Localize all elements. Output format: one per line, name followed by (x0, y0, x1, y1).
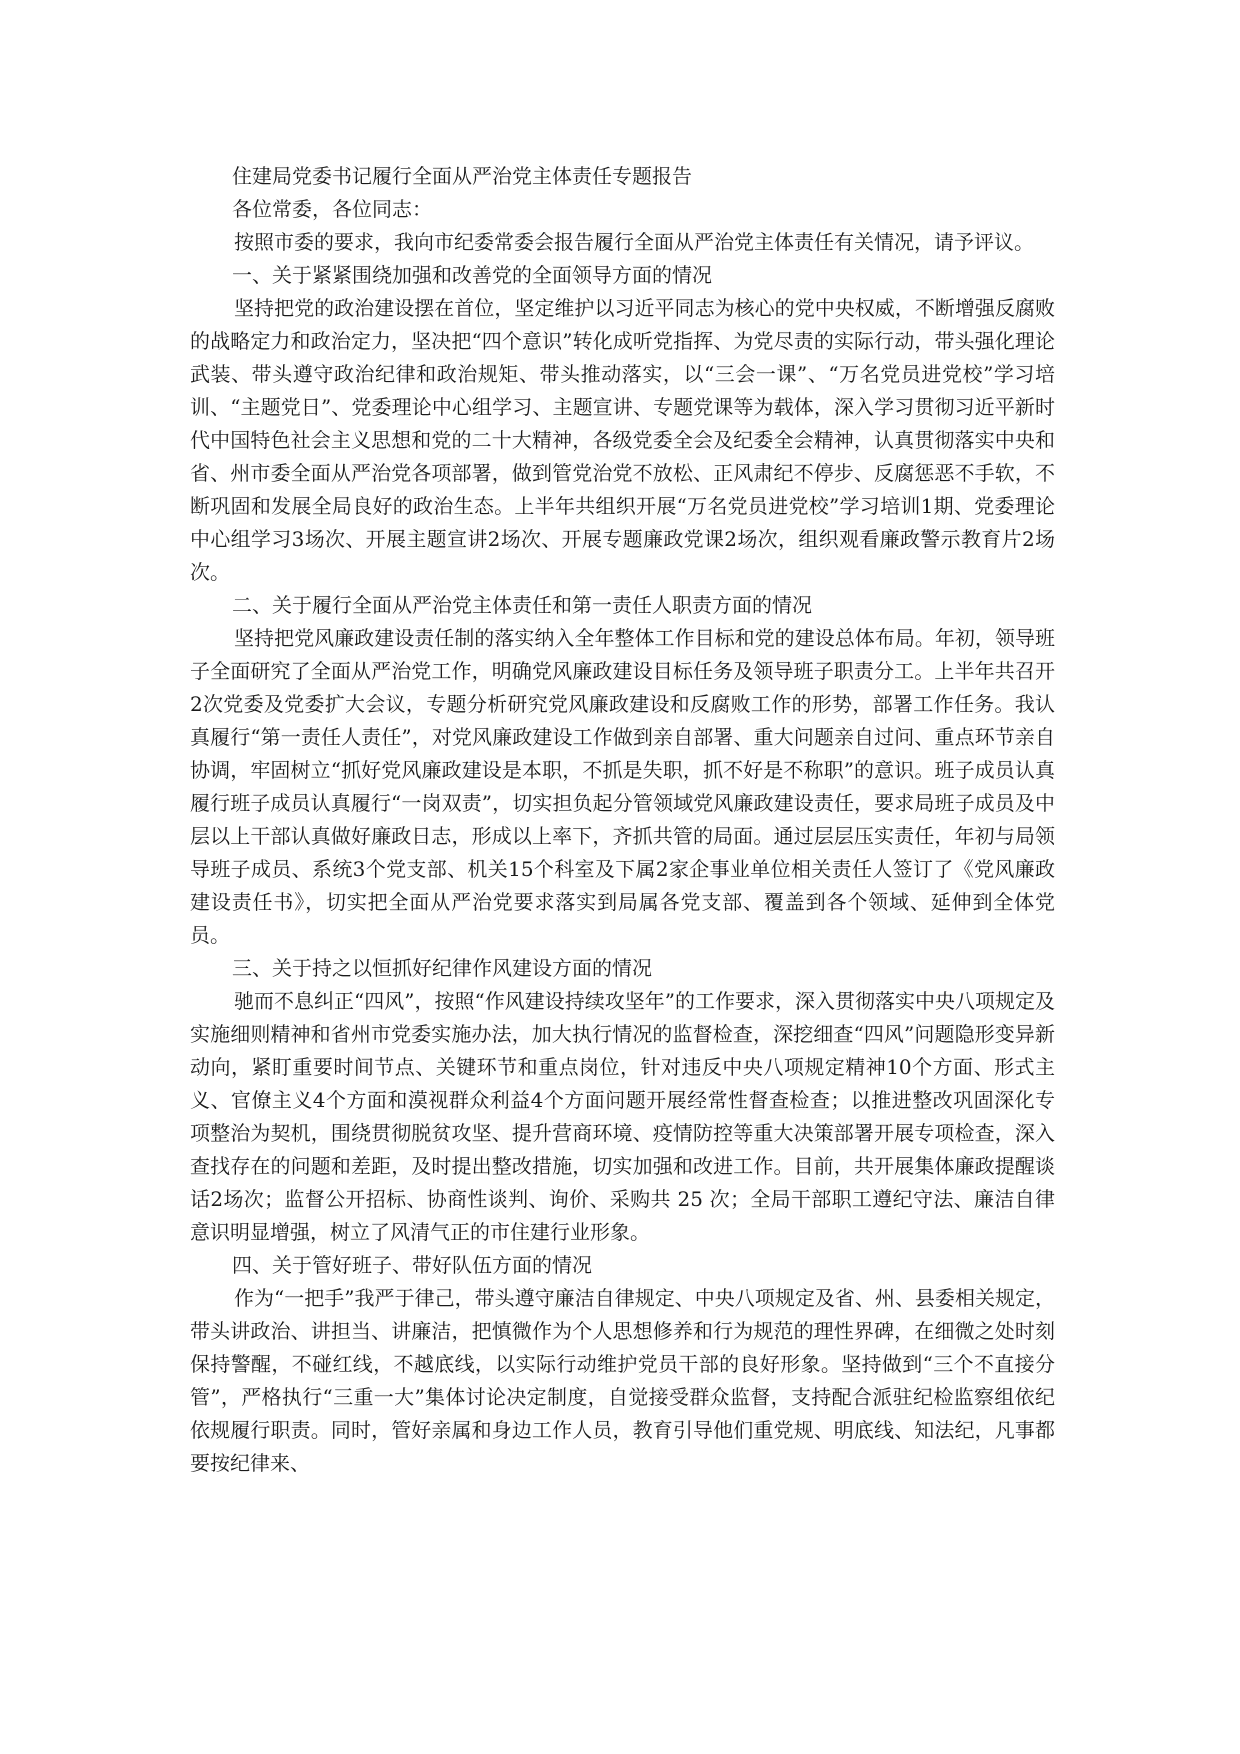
section-heading-4: 四、关于管好班子、带好队伍方面的情况 (232, 1253, 592, 1277)
section-body-4: 作为“一把手”我严于律己，带头遵守廉洁自律规定、中央八项规定及省、州、县委相关规定，带头讲政治、讲担当、讲廉洁，把慎微作为个人思想修养和行为规范的理性界碑，在细微之处时刻保持警醒，不碰红线，不越底线，以实际行动维护党员干部的良好形象。坚持做到“三个不直接分管”，严格执行“三重一大”集体讨论决定制度，自觉接受群众监督，支持配合派驻纪检监察组依纪依规履行职责。同时，管好亲属和身边工作人员，教育引导他们重党规、明底线、知法纪，凡事都要按纪律来、 (190, 1286, 1055, 1475)
section-body-3: 驰而不息纠正“四风”，按照“作风建设持续攻坚年”的工作要求，深入贯彻落实中央八项规定及实施细则精神和省州市党委实施办法，加大执行情况的监督检查，深挖细查“四风”问题隐形变异新动向，紧盯重要时间节点、关键环节和重点岗位，针对违反中央八项规定精神10个方面、形式主义、官僚主义4个方面和漠视群众利益4个方面问题开展经常性督查检查；以推进整改巩固深化专项整治为契机，围绕贯彻脱贫攻坚、提升营商环境、疫情防控等重大决策部署开展专项检查，深入查找存在的问题和差距，及时提出整改措施，切实加强和改进工作。目前，共开展集体廉政提醒谈话2场次；监督公开招标、协商性谈判、询价、采购共 25 次；全局干部职工遵纪守法、廉洁自律意识明显增强，树立了风清气正的市住建行业形象。 (190, 989, 1055, 1244)
section-heading-1: 一、关于紧紧围绕加强和改善党的全面领导方面的情况 (232, 263, 712, 287)
section-body-2: 坚持把党风廉政建设责任制的落实纳入全年整体工作目标和党的建设总体布局。年初，领导班子全面研究了全面从严治党工作，明确党风廉政建设目标任务及领导班子职责分工。上半年共召开2次党委及党委扩大会议，专题分析研究党风廉政建设和反腐败工作的形势，部署工作任务。我认真履行“第一责任人责任”，对党风廉政建设工作做到亲自部署、重大问题亲自过问、重点环节亲自协调，牢固树立“抓好党风廉政建设是本职，不抓是失职，抓不好是不称职”的意识。班子成员认真履行班子成员认真履行“一岗双责”，切实担负起分管领域党风廉政建设责任，要求局班子成员及中层以上干部认真做好廉政日志，形成以上率下，齐抓共管的局面。通过层层压实责任，年初与局领导班子成员、系统3个党支部、机关15个科室及下属2家企事业单位相关责任人签订了《党风廉政建设责任书》，切实把全面从严治党要求落实到局属各党支部、覆盖到各个领域、延伸到全体党员。 (190, 626, 1055, 947)
section-body-1: 坚持把党的政治建设摆在首位，坚定维护以习近平同志为核心的党中央权威，不断增强反腐败 的战略定力和政治定力，坚决把“四个意识”转化成听党指挥、为党尽责的实际行动，带头强化理论武装、带头遵守政治纪律和政治规矩、带头推动落实，以“三会一课”、“万名党员进党校”学习培训、“主题党日”、党委理论中心组学习、主题宣讲、专题党课等为载体，深入学习贯彻习近平新时代中国特色社会主义思想和党的二十大精神，各级党委全会及纪委全会精神，认真贯彻落实中央和省、州市委全面从严治党各项部署，做到管党治党不放松、正风肃纪不停步、反腐惩恶不手软，不断巩固和发展全局良好的政治生态。上半年共组织开展“万名党员进党校”学习培训1期、党委理论中心组学习3场次、开展主题宣讲2场次、开展专题廉政党课2场次，组织观看廉政警示教育片2场次。 (190, 296, 1055, 584)
section-heading-3: 三、关于持之以恒抓好纪律作风建设方面的情况 (232, 956, 652, 980)
intro-paragraph: 按照市委的要求，我向市纪委常委会报告履行全面从严治党主体责任有关情况，请予评议。 (234, 230, 1034, 254)
section-heading-2: 二、关于履行全面从严治党主体责任和第一责任人职责方面的情况 (232, 593, 812, 617)
document-title: 住建局党委书记履行全面从严治党主体责任专题报告 (232, 164, 692, 188)
salutation: 各位常委，各位同志： (232, 197, 432, 221)
document-body (190, 160, 1055, 1480)
